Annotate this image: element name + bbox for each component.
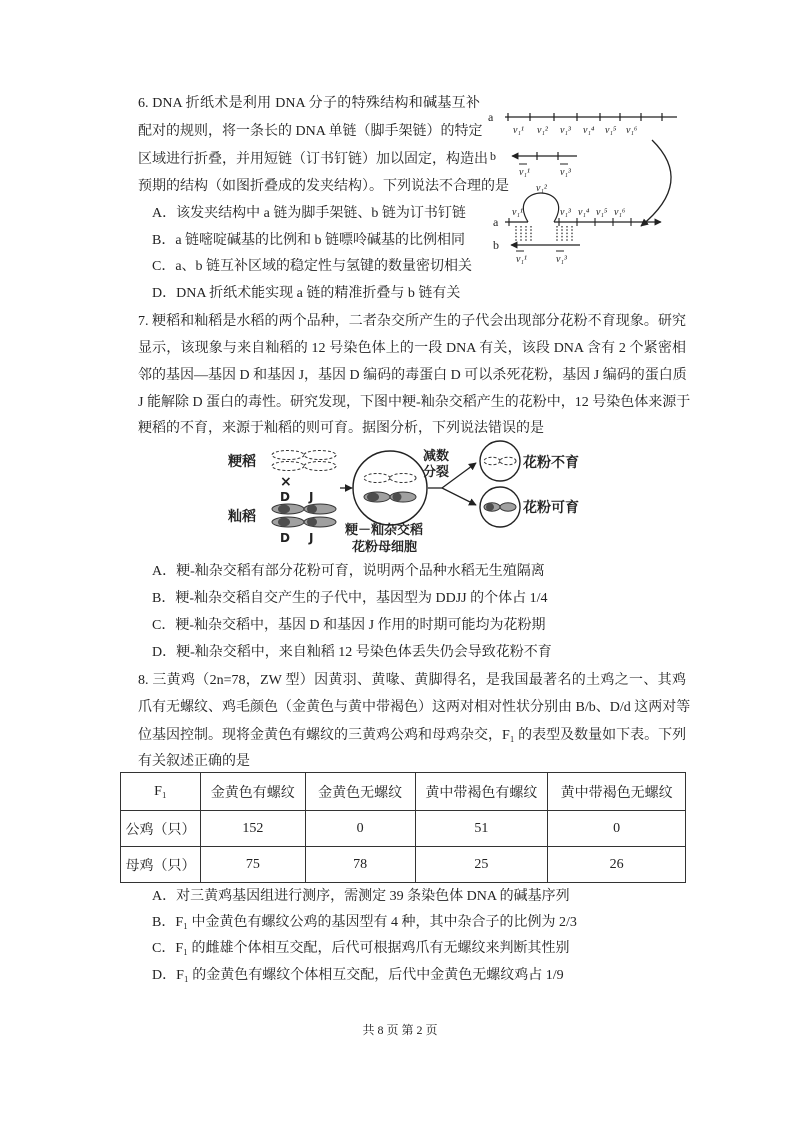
dna-origami-figure	[480, 105, 690, 270]
japonica-label: 粳稻	[228, 454, 256, 470]
q7-stem-line: 粳稻的不育，来源于籼稻的则可育。据图分析，下列说法错误的是	[138, 421, 544, 436]
gene-d-band	[367, 493, 379, 502]
q6-stem-line: 6. DNA 折纸术是利用 DNA 分子的特殊结构和碱基互补	[138, 96, 480, 111]
segment-label: v₁³	[560, 167, 571, 178]
fold-arrow	[641, 140, 671, 226]
gene-j-band	[307, 518, 317, 527]
segment-label: v₁³	[556, 254, 567, 265]
meiosis-label: 减数	[423, 449, 450, 464]
table-cell: 25	[415, 847, 548, 883]
rice-hybrid-figure	[220, 440, 600, 558]
hydrogen-bonds	[516, 226, 572, 242]
pollen-mother-cell	[353, 451, 427, 525]
q8-option-c: C．F₁ 的雌雄个体相互交配，后代可根据鸡爪有无螺纹来判断其性别	[152, 941, 570, 956]
table-cell: 26	[548, 847, 686, 883]
q7-option-c: C．粳-籼杂交稻中，基因 D 和基因 J 作用的时期可能均为花粉期	[152, 618, 546, 633]
indica-chromosome	[272, 504, 336, 514]
table-cell: 母鸡（只）	[121, 847, 201, 883]
q7-option-b: B．粳-籼杂交稻自交产生的子代中，基因型为 DDJJ 的个体占 1/4	[152, 591, 548, 606]
q7-stem-line: 显示，该现象与来自籼稻的 12 号染色体上的一段 DNA 有关，该段 DNA 含有 2 个紧密相	[138, 341, 686, 356]
gene-d-label: D	[280, 531, 290, 545]
table-cell: 78	[305, 847, 415, 883]
table-cell: 152	[200, 811, 305, 847]
segment-label: v₁²	[537, 125, 548, 136]
q7-option-d: D．粳-籼杂交稻中，来自籼稻 12 号染色体丢失仍会导致花粉不育	[152, 645, 552, 660]
segment-label: v₁¹	[512, 207, 523, 218]
table-cell: 0	[305, 811, 415, 847]
segment-label: v₁⁵	[596, 207, 608, 218]
gene-d-band	[486, 503, 494, 511]
japonica-chromosome	[272, 451, 336, 460]
loop-segment-label: v₁²	[536, 183, 547, 194]
q6-option-c: C．a、b 链互补区域的稳定性与氢键的数量密切相关	[152, 259, 473, 274]
table-header-row	[121, 773, 686, 811]
q8-option-d: D．F₁ 的金黄色有螺纹个体相互交配，后代中金黄色无螺纹鸡占 1/9	[152, 968, 564, 983]
fertile-pollen-label: 花粉可育	[523, 500, 579, 516]
table-header-cell: 金黄色有螺纹	[200, 773, 305, 811]
table-header-cell: 黄中带褐色有螺纹	[415, 773, 548, 811]
japonica-chromosome	[272, 462, 336, 471]
segment-label: v₁¹	[513, 125, 524, 136]
gene-j-label: J	[309, 531, 314, 545]
gene-d-label: D	[280, 490, 290, 504]
q6-option-b: B．a 链嘧啶碱基的比例和 b 链嘌呤碱基的比例相同	[152, 233, 466, 248]
q6-option-a: A．该发夹结构中 a 链为脚手架链、b 链为订书钉链	[152, 206, 466, 221]
segment-label: v₁¹	[516, 254, 527, 265]
table-cell: 51	[415, 811, 548, 847]
gene-d-band	[278, 518, 290, 527]
segment-label: v₁⁴	[578, 207, 590, 218]
indica-chromosome	[272, 517, 336, 527]
q8-stem-line: 有关叙述正确的是	[138, 754, 250, 769]
segment-label: v₁⁵	[605, 125, 617, 136]
table-cell: 0	[548, 811, 686, 847]
q8-stem-line: 位基因控制。现将金黄色有螺纹的三黄鸡公鸡和母鸡杂交，F₁ 的表型及数量如下表。下列	[138, 728, 687, 743]
indica-label: 籼稻	[228, 509, 256, 525]
pollen-mother-cell-label: 花粉母细胞	[352, 540, 418, 555]
strand-a-label: a	[493, 215, 499, 229]
segment-label: v₁³	[560, 207, 571, 218]
table-header-cell: 金黄色无螺纹	[305, 773, 415, 811]
f1-phenotype-table	[120, 772, 686, 883]
q7-stem-line: J 能解除 D 蛋白的毒性。研究发现，下图中粳-籼杂交稻产生的花粉中，12 号染色体来源于	[138, 395, 691, 410]
gene-j-label: J	[309, 490, 314, 504]
table-row	[121, 811, 686, 847]
gene-j-band	[393, 493, 402, 502]
table-cell: 75	[200, 847, 305, 883]
table-cell: 公鸡（只）	[121, 811, 201, 847]
page-footer: 共 8 页 第 2 页	[362, 1023, 438, 1037]
segment-label: v₁⁶	[626, 125, 638, 136]
table-header-cell: F₁	[121, 773, 201, 811]
segment-label: v₁⁴	[583, 125, 595, 136]
q8-stem-line: 8. 三黄鸡（2n=78，ZW 型）因黄羽、黄喙、黄脚得名，是我国最著名的土鸡之一、其鸡	[138, 673, 686, 688]
q8-stem-line: 爪有无螺纹、鸡毛颜色（金黄色与黄中带褐色）这两对相对性状分别由 B/b、D/d 这两对等	[138, 700, 691, 715]
meiosis-arrow-fertile	[442, 488, 476, 505]
q6-option-d: D．DNA 折纸术能实现 a 链的精准折叠与 b 链有关	[152, 286, 461, 301]
table-header-cell: 黄中带褐色无螺纹	[548, 773, 686, 811]
q7-stem-line: 7. 粳稻和籼稻是水稻的两个品种，二者杂交所产生的子代会出现部分花粉不育现象。研究	[138, 314, 686, 329]
cross-symbol: ×	[280, 474, 292, 490]
strand-b-label: b	[490, 149, 496, 163]
meiosis-label: 分裂	[423, 465, 450, 480]
hairpin-loop	[523, 193, 558, 222]
q7-option-a: A．粳-籼杂交稻有部分花粉可育，说明两个品种水稻无生殖隔离	[152, 564, 545, 579]
segment-label: v₁¹	[519, 167, 530, 178]
table-row	[121, 847, 686, 883]
q8-option-a: A．对三黄鸡基因组进行测序，需测定 39 条染色体 DNA 的碱基序列	[152, 889, 570, 904]
segment-label: v₁⁶	[614, 207, 626, 218]
segment-label: v₁³	[560, 125, 571, 136]
sterile-pollen-label: 花粉不育	[523, 455, 579, 471]
strand-b-label: b	[493, 238, 499, 252]
gene-d-band	[278, 505, 290, 514]
q7-stem-line: 邻的基因—基因 D 和基因 J，基因 D 编码的毒蛋白 D 可以杀死花粉，基因 J 编码的蛋白质	[138, 368, 687, 383]
q8-option-b: B．F₁ 中金黄色有螺纹公鸡的基因型有 4 种，其中杂合子的比例为 2/3	[152, 915, 577, 930]
gene-j-band	[307, 505, 317, 514]
strand-a-label: a	[488, 110, 494, 124]
q6-stem-line: 预期的结构（如图折叠成的发夹结构）。下列说法不合理的是	[138, 179, 509, 194]
q6-stem-line: 区域进行折叠，并用短链（订书钉链）加以固定，构造出	[138, 152, 488, 167]
q6-stem-line: 配对的规则，将一条长的 DNA 单链（脚手架链）的特定	[138, 124, 483, 139]
hybrid-label: 粳－籼杂交稻	[345, 523, 424, 538]
